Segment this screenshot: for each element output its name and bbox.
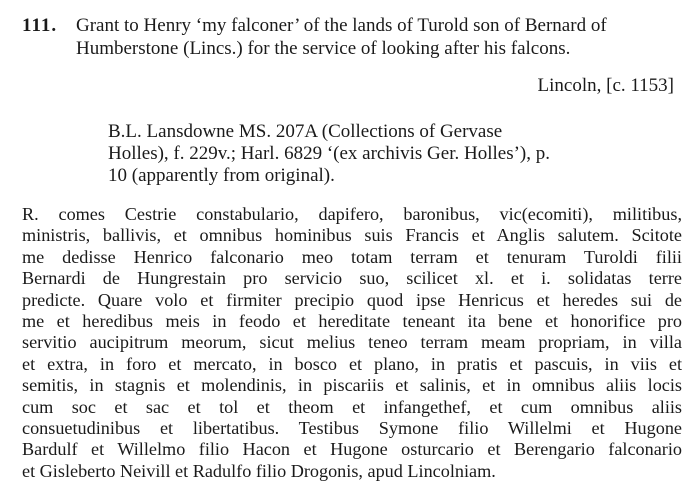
text-line: cum soc et sac et tol et theom et infangethef, et cum omnibus aliis: [22, 396, 682, 417]
charter-title-line: Grant to Henry ‘my falconer’ of the lands of Turold son of Bernard of: [76, 15, 607, 36]
text-line: servitio aucipitrum meorum, sicut melius teneo terram meam propriam, in villa: [22, 332, 682, 353]
text-line: me et heredibus meis in feodo et hereditate teneant ita bene et honorifice pro: [22, 311, 682, 332]
text-line: predicte. Quare volo et firmiter precipio quod ipse Henricus et heredes sui de: [22, 289, 682, 310]
text-line: et extra, in foro et mercato, in bosco et plano, in pratis et pascuis, in viis et: [22, 353, 682, 374]
text-line: et Gisleberto Neivill et Radulfo filio Drogonis, apud Lincolniam.: [22, 460, 496, 481]
text-line: consuetudinibus et libertatibus. Testibus Symone filio Willelmi et Hugone: [22, 418, 682, 439]
charter-dateline: Lincoln, [c. 1153]: [537, 75, 674, 96]
text-line: Bernardi de Hungrestain pro servicio suo, scilicet xl. et i. solidatas terre: [22, 268, 682, 289]
text-line: ministris, ballivis, et omnibus hominibus suis Francis et Anglis salutem. Scitote: [22, 225, 682, 246]
source-line: B.L. Lansdowne MS. 207A (Collections of Gervase: [108, 121, 503, 142]
charter-latin-text: [22, 204, 682, 482]
text-line: R. comes Cestrie constabulario, dapifero, baronibus, vic(ecomiti), militibus,: [22, 204, 682, 224]
charter-number: 111.: [22, 15, 58, 36]
text-line: Bardulf et Willelmo filio Hacon et Hugone osturcario et Berengario falconario: [22, 439, 682, 460]
charter-title-line: Humberstone (Lincs.) for the service of looking after his falcons.: [76, 38, 571, 59]
charter-source-note: [108, 121, 588, 187]
source-line: Holles), f. 229v.; Harl. 6829 ‘(ex archivis Ger. Holles’), p.: [108, 143, 550, 164]
text-line: semitis, in stagnis et molendinis, in piscariis et salinis, et in omnibus aliis locis: [22, 375, 682, 396]
text-line: me dedisse Henrico falconario meo totam terram et tenuram Turoldi filii: [22, 246, 682, 267]
source-line: 10 (apparently from original).: [108, 165, 335, 186]
